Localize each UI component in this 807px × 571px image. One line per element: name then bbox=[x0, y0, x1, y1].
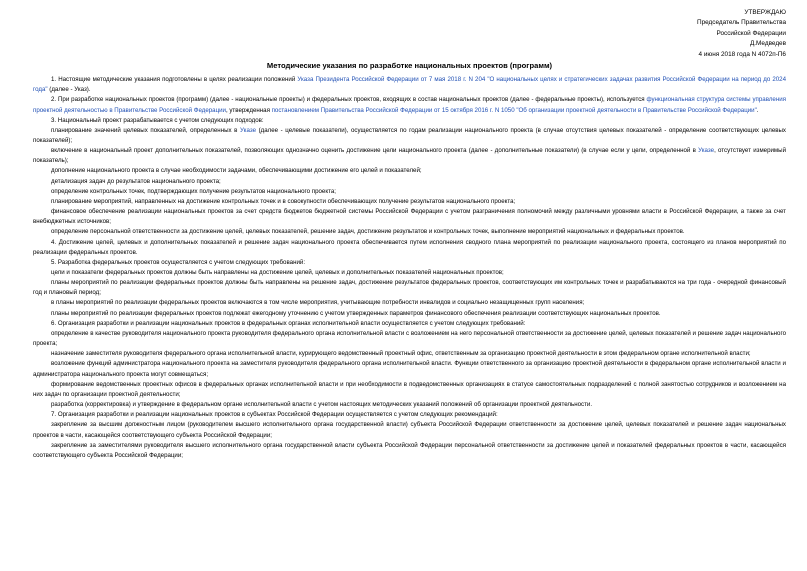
structure-link[interactable]: функциональная структура системы управления проектной деятельностью в Правительстве Российской Федерации bbox=[33, 96, 786, 114]
paragraph-5d: планы мероприятий по реализации федеральных проектов подлежат ежегодному уточнению с учетом утвержденных параметров финансового обеспечения реализации соответствующих национальных проектов. bbox=[51, 309, 661, 317]
paragraph-5b: планы мероприятий по реализации федеральных проектов должны быть направлены на решение задач, достижение результатов федеральных проектов, соответствующих им контрольных точек и разрабатываются на три года - очередной финансовый год и плановый период; bbox=[33, 279, 786, 297]
paragraph-3b bbox=[33, 146, 786, 166]
paragraph-7: 7. Организация разработки и реализации национальных проектов в субъектах Российской Федерации осуществляется с учетом следующих рекомендаций: bbox=[51, 411, 498, 419]
paragraph-3c: дополнение национального проекта в случае необходимости задачами, обеспечивающими достижение его целей и показателей; bbox=[51, 167, 422, 175]
approval-date: 4 июня 2018 года N 4072п-П6 bbox=[698, 50, 786, 58]
paragraph-3e: определение контрольных точек, подтверждающих получение результатов национального проекта; bbox=[51, 187, 336, 195]
paragraph-6: 6. Организация разработки и реализации национальных проектов в федеральных органах исполнительной власти осуществляется с учетом следующих требований: bbox=[51, 319, 526, 327]
document-title: Методические указания по разработке национальных проектов (программ) bbox=[266, 61, 553, 71]
paragraph-3a-text-b: (далее - целевые показатели), осуществляется по годам реализации национального проекта (в случае отсутствия целевых показателей - определение соответствующих целевых показателей); bbox=[33, 126, 786, 144]
paragraph-5a: цели и показатели федеральных проектов должны быть направлены на достижение целей, целевых и дополнительных показателей национальных проектов; bbox=[51, 269, 504, 276]
approval-country: Российской Федерации bbox=[716, 29, 786, 37]
paragraph-3d: детализация задач до результатов национального проекта; bbox=[51, 177, 221, 185]
resolution-link[interactable]: постановлением Правительства Российской Федерации от 15 октября 2016 г. N 1050 "Об организации проектной деятельности в Правительстве Российской Федерации" bbox=[271, 106, 757, 114]
paragraph-7a: закрепление за высшим должностным лицом (руководителем высшего исполнительного органа государственной власти) субъекта Российской Федерации ответственности за достижение целей, целевых показателей и решение задач национальных проектов в части, касающейся соответствующего субъекта Российской Федерации; bbox=[33, 421, 786, 439]
paragraph-3a bbox=[33, 126, 786, 146]
paragraph-2-text-b: , утвержденная bbox=[225, 106, 272, 114]
paragraph-7b: закрепление за заместителями руководителя высшего исполнительного органа государственной власти субъекта Российской Федерации персональной ответственности за достижение целей и показателей федеральных проектов в части, касающейся соответствующего субъекта Российской Федерации; bbox=[33, 441, 786, 459]
paragraph-3h: определение персональной ответственности за достижение целей, целевых показателей, решение задач, достижение результатов и контрольных точек, выполнение мероприятий национальных и федеральных проектов. bbox=[51, 228, 685, 236]
paragraph-2 bbox=[33, 95, 786, 115]
approval-position: Председатель Правительства bbox=[697, 19, 786, 27]
paragraph-3: 3. Национальный проект разрабатывается с учетом следующих подходов: bbox=[51, 116, 264, 124]
decree-link-3b[interactable]: Указе bbox=[698, 147, 715, 155]
approval-block bbox=[33, 8, 786, 60]
paragraph-1-text-b: (далее - Указ). bbox=[47, 86, 91, 94]
paragraph-2-text-c: . bbox=[756, 106, 759, 114]
paragraph-3f: планирование мероприятий, направленных на достижение контрольных точек и в совокупности обеспечивающих получение результатов национального проекта; bbox=[51, 197, 516, 205]
paragraph-6e: разработка (корректировка) и утверждение в федеральном органе исполнительной власти с учетом настоящих методических указаний положений об организации проектной деятельности. bbox=[51, 401, 593, 409]
paragraph-6b: назначение заместителя руководителя федерального органа исполнительной власти, курирующего ведомственный проектный офис, ответственным за организацию проектной деятельности в этом федеральном органе исполнительной власти; bbox=[51, 350, 751, 358]
paragraph-3b-text-a: включение в национальный проект дополнительных показателей, позволяющих однозначно оценить достижение цели национального проекта (далее - дополнительные показатели) (в случае если у цели, определенной в bbox=[51, 147, 699, 155]
paragraph-5c: в планы мероприятий по реализации федеральных проектов включаются в том числе мероприятия, учитывающие потребности инвалидов и социально незащищенных групп населения; bbox=[51, 299, 585, 307]
paragraph-3g: финансовое обеспечение реализации национальных проектов за счет средств бюджетов бюджетной системы Российской Федерации с учетом разграничения полномочий между различными уровнями власти в Российской Федерации, а также за счет внебюджетных источников; bbox=[33, 208, 786, 226]
paragraph-5: 5. Разработка федеральных проектов осуществляется с учетом следующих требований: bbox=[51, 258, 306, 266]
paragraph-3b-text-b: , отсутствует измеримый показатель); bbox=[33, 147, 786, 165]
paragraph-1-text-a: 1. Настоящие методические указания подготовлены в целях реализации положений bbox=[51, 76, 298, 84]
paragraph-6a: определение в качестве руководителя национального проекта руководителя федерального органа исполнительной власти с возложением на него персональной ответственности за достижение целей, целевых показателей и решение задач национального проекта; bbox=[33, 329, 786, 348]
paragraph-3a-text-a: планирование значений целевых показателей, определенных в bbox=[51, 126, 241, 134]
paragraph-2-text-a: 2. При разработке национальных проектов (программ) (далее - национальные проекты) и федеральных проектов, входящих в состав национальных проектов (далее - федеральные проекты), используется bbox=[51, 96, 647, 104]
paragraph-4: 4. Достижение целей, целевых и дополнительных показателей и решение задач национального проекта обеспечивается путем исполнения сводного плана мероприятий по реализации национального проекта, состоящего из планов мероприятий по реализации федеральных проектов. bbox=[33, 238, 786, 256]
paragraph-6d: формирование ведомственных проектных офисов в федеральных органах исполнительной власти и при необходимости в подведомственных организациях в статусе самостоятельных подразделений с полной занятостью сотрудников и возложением на них задач по организации проектной деятельности; bbox=[33, 380, 786, 398]
decree-link[interactable]: Указа Президента Российской Федерации от 7 мая 2018 г. N 204 "О национальных целях и стратегических задачах развития Российской Федерации на период до 2024 года" bbox=[33, 76, 786, 94]
approval-signatory: Д.Медведев bbox=[749, 40, 786, 48]
paragraph-6c: возложение функций администратора национального проекта на заместителя руководителя федерального органа исполнительной власти. Функции ответственного за организацию проектной деятельности в федеральном органе исполнительной власти и администратора национального проекта могут совмещаться; bbox=[33, 360, 786, 378]
decree-link-3a[interactable]: Указе bbox=[240, 126, 256, 134]
approval-heading: УТВЕРЖДАЮ bbox=[744, 9, 786, 16]
paragraph-1 bbox=[33, 75, 786, 95]
